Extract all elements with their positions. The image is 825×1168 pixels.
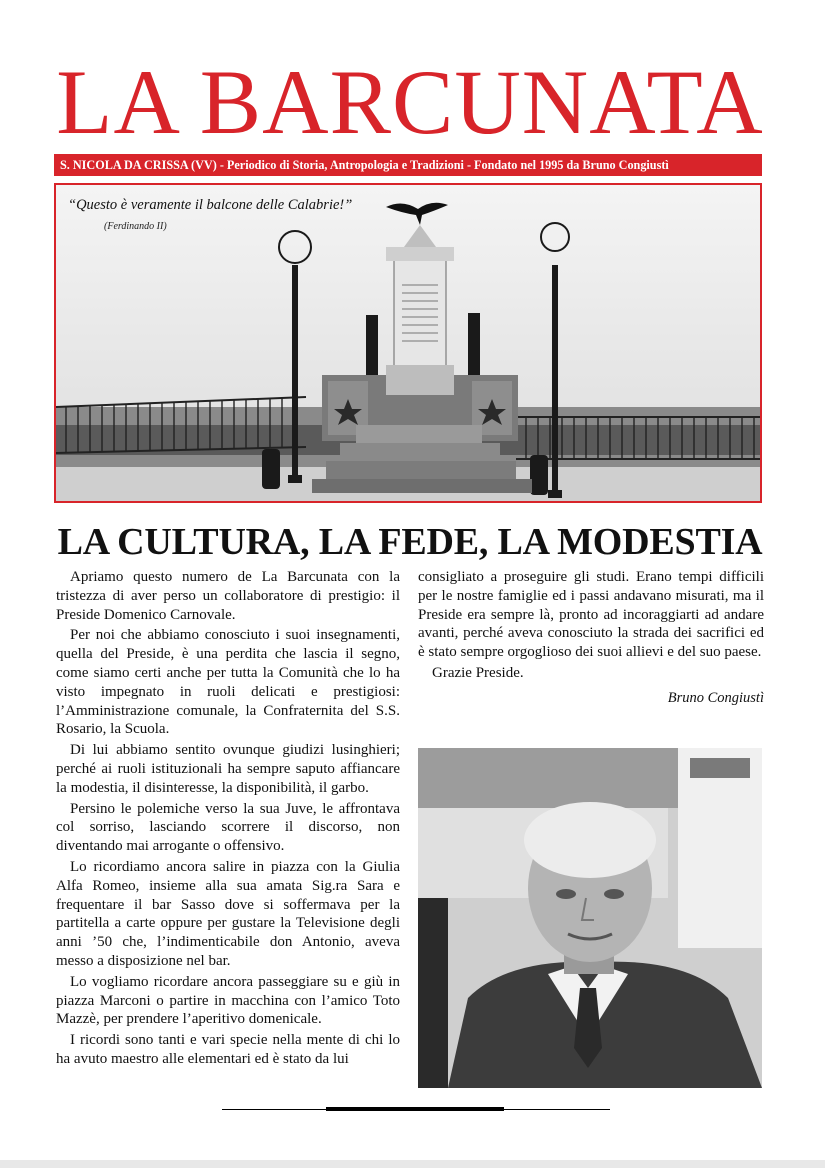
- article-paragraph: Di lui abbiamo sentito ovunque giudizi lusinghieri; perché ai ruoli istituzionali ha sempre saputo affiancare la modestia, il disinteresse, la disponibilità, il garbo.: [56, 742, 400, 796]
- article-paragraph: Lo ricordiamo ancora salire in piazza con la Giulia Alfa Romeo, insieme alla sua amata Sig.ra Sara e frequentare il bar Sasso dove si soffermava per la partitella a carte oppure per gustare la Televisione degli anni ’50 che, l’indimenticabile don Antonio, aveva messo a disposizione nel bar.: [56, 858, 400, 969]
- article-paragraph: Persino le polemiche verso la sua Juve, le affrontava col sorriso, lasciando scorrere il discorso, non diventando mai arrogante o offensivo.: [56, 800, 400, 855]
- monument-photo-illustration: [56, 185, 760, 501]
- portrait-illustration: [418, 748, 762, 1088]
- article-paragraph: Grazie Preside.: [432, 664, 524, 681]
- article-paragraph: Apriamo questo numero de La Barcunata con la tristezza di aver perso un collaboratore di prestigio: il Preside Domenico Carnovale.: [56, 569, 400, 623]
- hero-photo: [54, 183, 762, 503]
- article-paragraph: Lo vogliamo ricordare ancora passeggiare su e giù in piazza Marconi o partire in macchina con l’amico Toto Mazzè, per prendere l’aperitivo domenicale.: [56, 973, 400, 1028]
- masthead: [54, 51, 766, 153]
- page-bottom-edge: [0, 1160, 825, 1168]
- article-column-left: [56, 568, 400, 1071]
- masthead-title: LA BARCUNATA: [56, 51, 764, 153]
- hero-quote-author: (Ferdinando II): [104, 221, 167, 232]
- masthead-subtitle-bar: S. NICOLA DA CRISSA (VV) - Periodico di Storia, Antropologia e Tradizioni - Fondato nel 1995 da Bruno Congiustì: [54, 154, 762, 176]
- article-headline: LA CULTURA, LA FEDE, LA MODESTIA: [57, 521, 763, 563]
- article-column-right: [418, 568, 764, 708]
- article-paragraph: Per noi che abbiamo conosciuto i suoi insegnamenti, quella del Preside, è una perdita che lascia il segno, come siamo certi anche per tutta la Comunità che lo ha visto impegnato in ruoli delicati e prestigiosi: l’Amministrazione comunale, la Confraternita del S.S. Rosario, la Scuola.: [56, 627, 400, 738]
- article-signature: Bruno Congiustì: [667, 689, 764, 706]
- article-paragraph: I ricordi sono tanti e vari specie nella mente di chi lo ha avuto maestro alle elementari ed è stato da lui: [56, 1032, 400, 1067]
- footer-rule-thick: [326, 1107, 504, 1111]
- portrait-photo: [418, 748, 762, 1088]
- hero-quote: “Questo è veramente il balcone delle Calabrie!”: [68, 197, 353, 213]
- article-paragraph: consigliato a proseguire gli studi. Erano tempi difficili per le nostre famiglie ed i passi andavano misurati, ma il Preside era sempre là, pronto ad incoraggiarti ad andare avanti, perché aveva conosciuto la strada dei sacrifici ed è stato sempre orgoglioso dei suoi allievi e del suo paese.: [418, 569, 764, 661]
